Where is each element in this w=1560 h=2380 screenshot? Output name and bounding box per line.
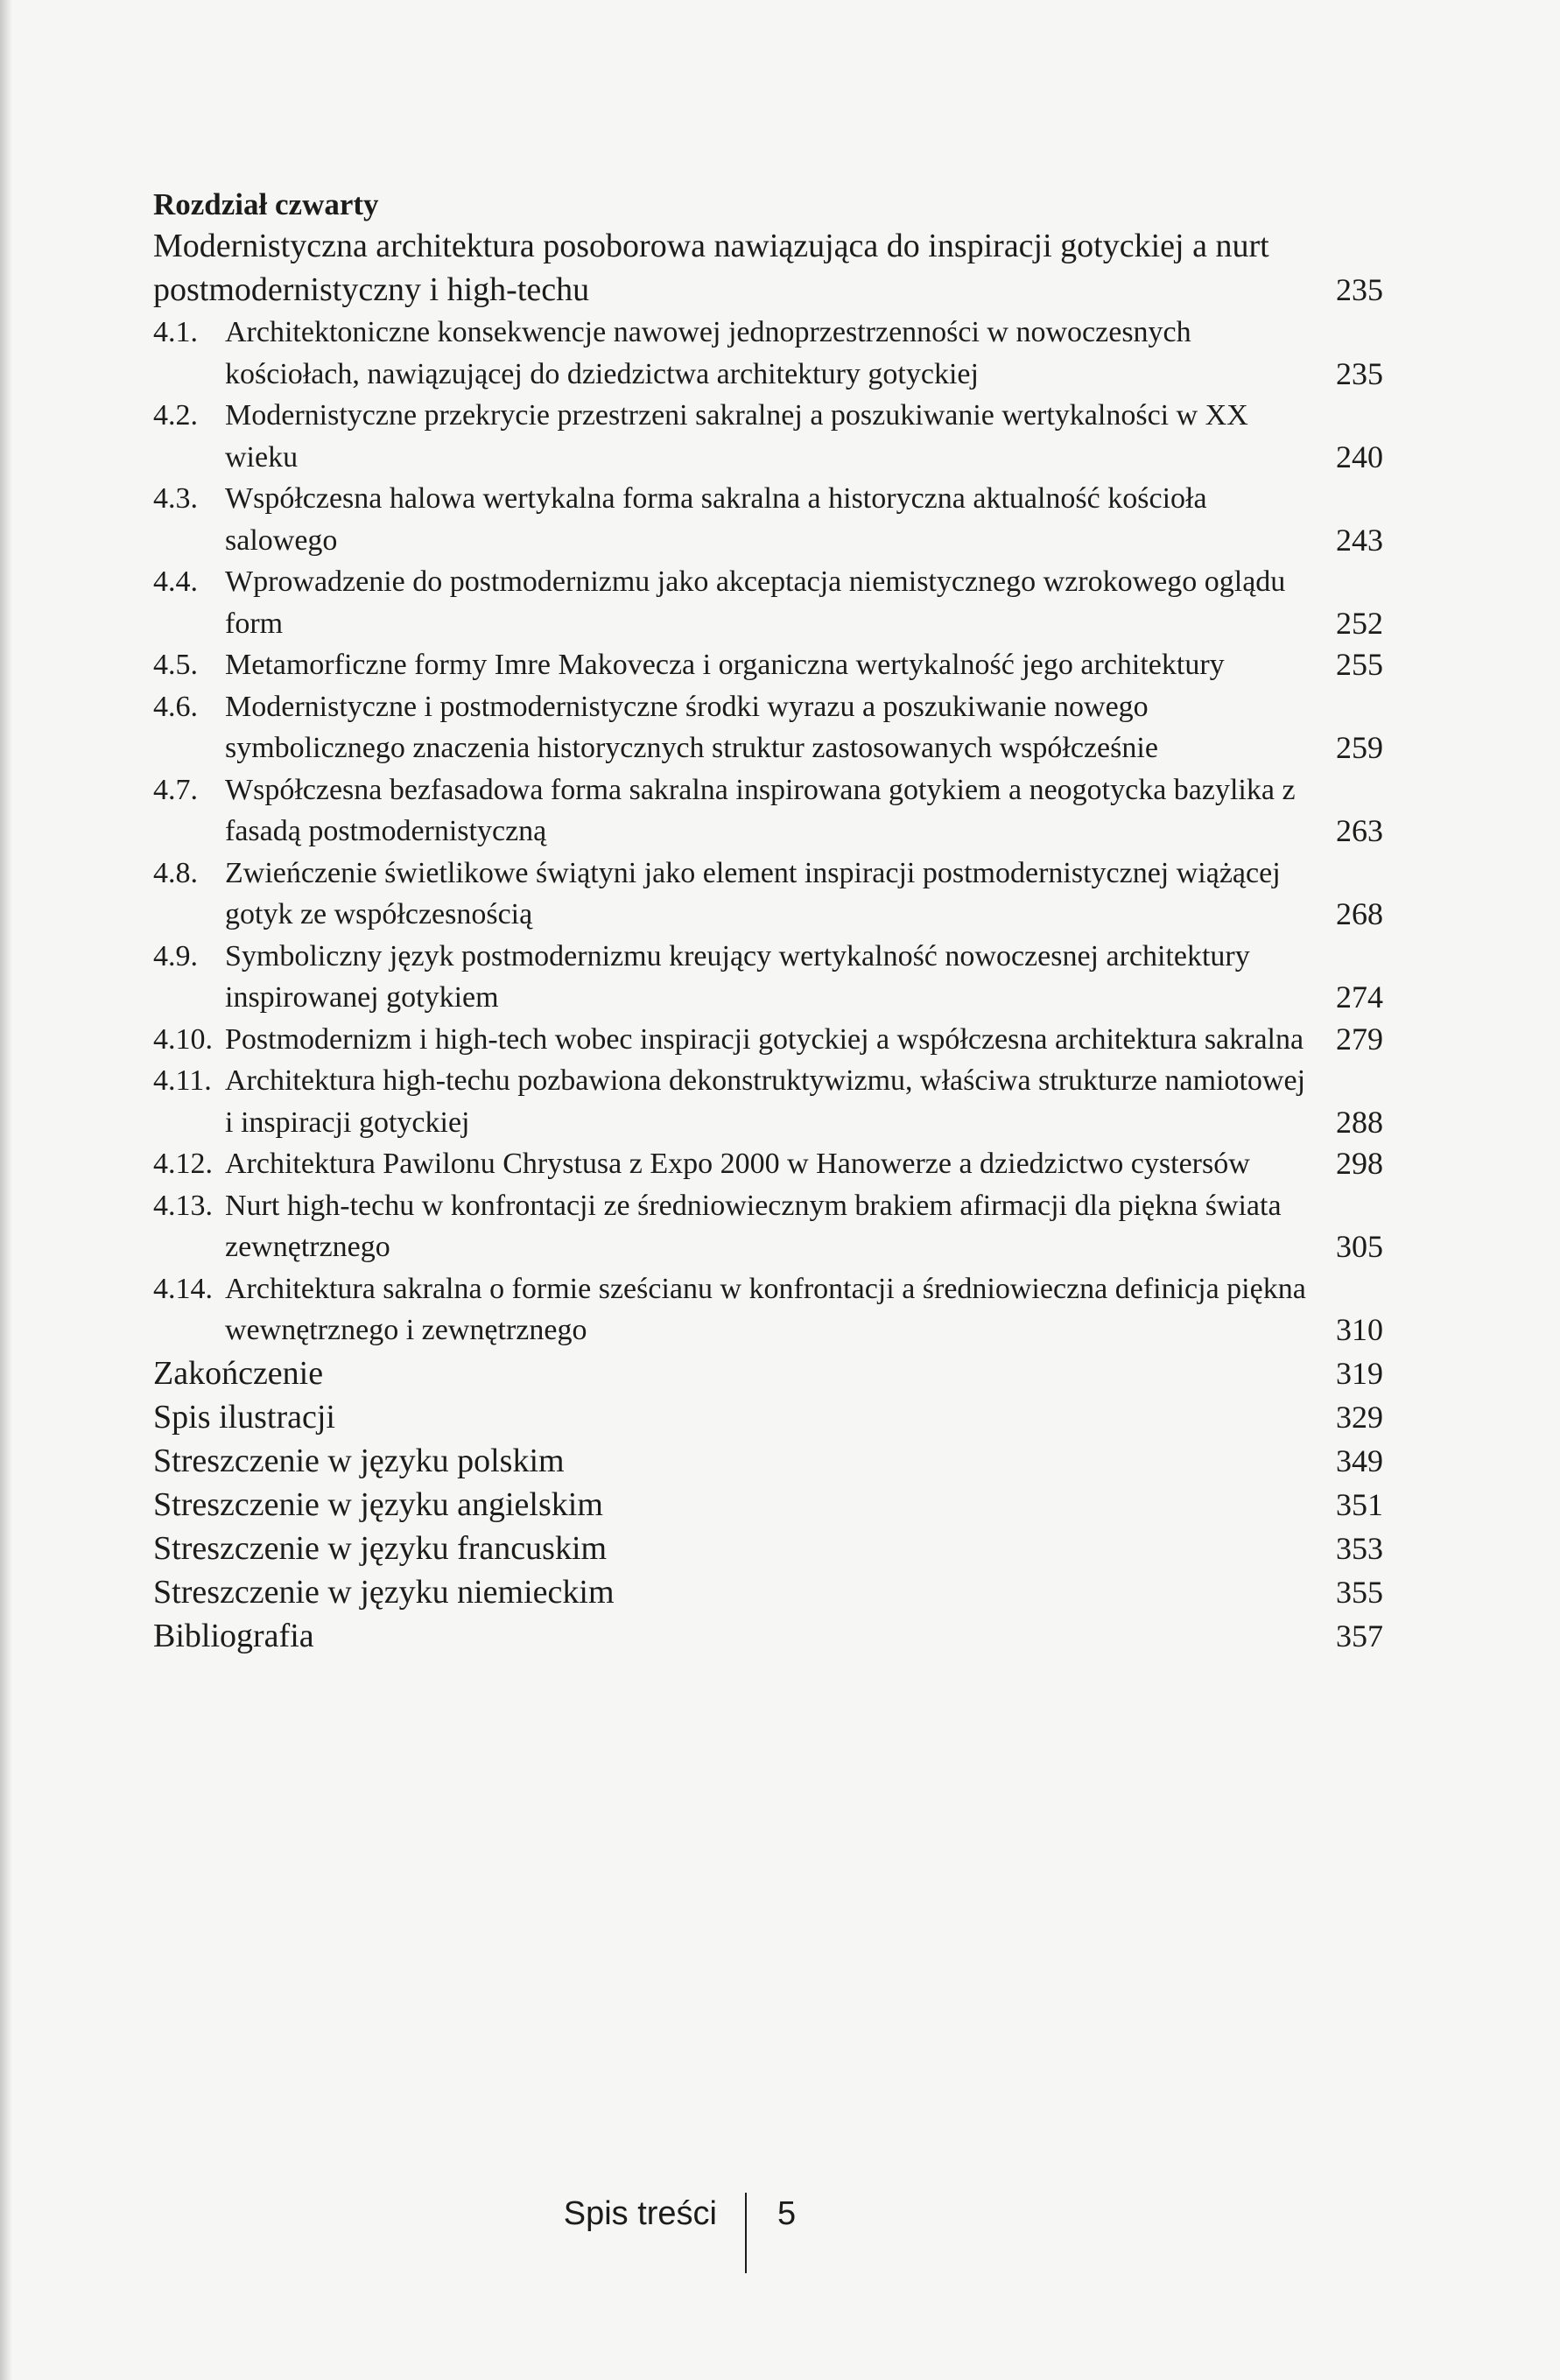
- toc-entry: [153, 853, 1383, 936]
- toc-entry-title: Zwieńczenie świetlikowe świątyni jako element inspiracji postmodernistycznej wiążącej gotyk ze współczesnością: [225, 856, 1281, 930]
- toc-entry: [153, 686, 1383, 769]
- toc-section: [153, 1527, 1383, 1570]
- toc-entry-number: 4.10.: [153, 1022, 213, 1056]
- toc-section-title: Streszczenie w języku angielskim: [153, 1485, 603, 1523]
- toc-entry-number: 4.8.: [153, 856, 198, 889]
- toc-entry-page-number: 288: [1336, 1104, 1383, 1140]
- toc-entry: [153, 1185, 1383, 1268]
- toc-entry-number: 4.6.: [153, 690, 198, 723]
- footer-section-title: Spis treści: [563, 2195, 717, 2232]
- toc-entry-number: 4.2.: [153, 399, 198, 432]
- toc-entry-number: 4.14.: [153, 1272, 213, 1305]
- chapter-title-row: [153, 224, 1383, 312]
- toc-section-title: Spis ilustracji: [153, 1398, 335, 1436]
- toc-section-title: Streszczenie w języku francuskim: [153, 1529, 608, 1567]
- toc-entry-number: 4.12.: [153, 1148, 213, 1180]
- toc-section: [153, 1351, 1383, 1395]
- toc-entry-page-number: 279: [1336, 1021, 1383, 1057]
- toc-section-page-number: 353: [1336, 1530, 1383, 1566]
- toc-section-title: Bibliografia: [153, 1617, 314, 1654]
- toc-entry: [153, 1019, 1383, 1061]
- toc-entry: [153, 1060, 1383, 1143]
- subsection-list: [153, 312, 1383, 1351]
- toc-entry-page-number: 305: [1336, 1229, 1383, 1264]
- page-edge-shadow: [0, 0, 12, 2380]
- chapter-label: Rozdział czwarty: [153, 187, 379, 221]
- toc-section: [153, 1483, 1383, 1527]
- toc-entry-title: Współczesna halowa wertykalna forma sakralna a historyczna aktualność kościoła salowego: [225, 482, 1207, 557]
- toc-entry-title: Wprowadzenie do postmodernizmu jako akceptacja niemistycznego wzrokowego oglądu form: [225, 565, 1286, 640]
- toc-section-page-number: 355: [1336, 1574, 1383, 1610]
- table-of-contents: [153, 186, 1383, 1658]
- toc-entry-title: Modernistyczne i postmodernistyczne środki wyrazu a poszukiwanie nowego symbolicznego znaczenia historycznych struktur zastosowanych współcześnie: [225, 690, 1158, 764]
- toc-section-title: Zakończenie: [153, 1354, 324, 1392]
- toc-entry-page-number: 252: [1336, 605, 1383, 641]
- toc-entry-title: Architektura sakralna o formie sześcianu w konfrontacji a średniowieczna definicja piękna wewnętrznego i zewnętrznego: [225, 1272, 1306, 1346]
- toc-section-title: Streszczenie w języku niemieckim: [153, 1573, 615, 1611]
- toc-entry: [153, 769, 1383, 853]
- toc-entry-page-number: 259: [1336, 730, 1383, 765]
- toc-entry-number: 4.5.: [153, 649, 198, 681]
- toc-section-page-number: 329: [1336, 1399, 1383, 1435]
- toc-entry-title: Nurt high-techu w konfrontacji ze średniowiecznym brakiem afirmacji dla piękna świata zewnętrznego: [225, 1189, 1282, 1263]
- toc-entry: [153, 1143, 1383, 1185]
- toc-entry: [153, 1268, 1383, 1351]
- toc-entry-page-number: 255: [1336, 647, 1383, 682]
- toc-entry: [153, 561, 1383, 644]
- toc-entry-page-number: 298: [1336, 1146, 1383, 1181]
- toc-section: [153, 1570, 1383, 1614]
- toc-entry-number: 4.3.: [153, 482, 198, 515]
- toc-section-page-number: 357: [1336, 1618, 1383, 1653]
- toc-entry-title: Modernistyczne przekrycie przestrzeni sakralnej a poszukiwanie wertykalności w XX wieku: [225, 399, 1248, 474]
- toc-entry-page-number: 243: [1336, 522, 1383, 558]
- toc-entry-page-number: 263: [1336, 813, 1383, 848]
- section-list: [153, 1351, 1383, 1658]
- toc-section-page-number: 319: [1336, 1355, 1383, 1391]
- toc-entry: [153, 395, 1383, 478]
- toc-entry-number: 4.9.: [153, 939, 198, 972]
- toc-entry: [153, 936, 1383, 1019]
- toc-section: [153, 1439, 1383, 1483]
- chapter-title: Modernistyczna architektura posoborowa nawiązująca do inspiracji gotyckiej a nurt postmodernistyczny i high-techu: [153, 228, 1269, 308]
- toc-entry: [153, 478, 1383, 561]
- toc-section-page-number: 351: [1336, 1486, 1383, 1522]
- toc-entry-title: Symboliczny język postmodernizmu kreujący wertykalność nowoczesnej architektury inspirowanej gotykiem: [225, 939, 1250, 1014]
- toc-entry-number: 4.13.: [153, 1189, 213, 1222]
- toc-section: [153, 1395, 1383, 1439]
- toc-entry-title: Metamorficzne formy Imre Makovecza i organiczna wertykalność jego architektury: [225, 649, 1225, 681]
- toc-entry-page-number: 235: [1336, 355, 1383, 391]
- toc-entry-number: 4.1.: [153, 316, 198, 348]
- toc-entry-title: Architektura high-techu pozbawiona dekonstruktywizmu, właściwa strukturze namiotowej i inspiracji gotyckiej: [225, 1064, 1306, 1139]
- toc-entry-title: Architektura Pawilonu Chrystusa z Expo 2000 w Hanowerze a dziedzictwo cystersów: [225, 1148, 1250, 1180]
- footer-page-number: 5: [777, 2195, 797, 2232]
- toc-entry-page-number: 274: [1336, 979, 1383, 1014]
- toc-entry-page-number: 268: [1336, 896, 1383, 931]
- footer-divider: [745, 2193, 747, 2273]
- page-footer: [0, 2193, 1560, 2271]
- toc-section-page-number: 349: [1336, 1443, 1383, 1478]
- chapter-page-number: 235: [1336, 272, 1383, 307]
- toc-entry-number: 4.4.: [153, 565, 198, 598]
- toc-entry: [153, 644, 1383, 686]
- toc-entry-page-number: 240: [1336, 439, 1383, 474]
- toc-entry-page-number: 310: [1336, 1312, 1383, 1347]
- toc-entry-number: 4.7.: [153, 773, 198, 806]
- toc-entry-title: Architektoniczne konsekwencje nawowej jednoprzestrzenności w nowoczesnych kościołach, nawiązującej do dziedzictwa architektury gotyckiej: [225, 316, 1191, 390]
- toc-entry-title: Współczesna bezfasadowa forma sakralna inspirowana gotykiem a neogotycka bazylika z fasadą postmodernistyczną: [225, 773, 1296, 847]
- toc-entry: [153, 312, 1383, 395]
- toc-section: [153, 1614, 1383, 1658]
- toc-entry-number: 4.11.: [153, 1064, 212, 1097]
- toc-entry-title: Postmodernizm i high-tech wobec inspiracji gotyckiej a współczesna architektura sakralna: [225, 1022, 1304, 1056]
- toc-section-title: Streszczenie w języku polskim: [153, 1442, 565, 1479]
